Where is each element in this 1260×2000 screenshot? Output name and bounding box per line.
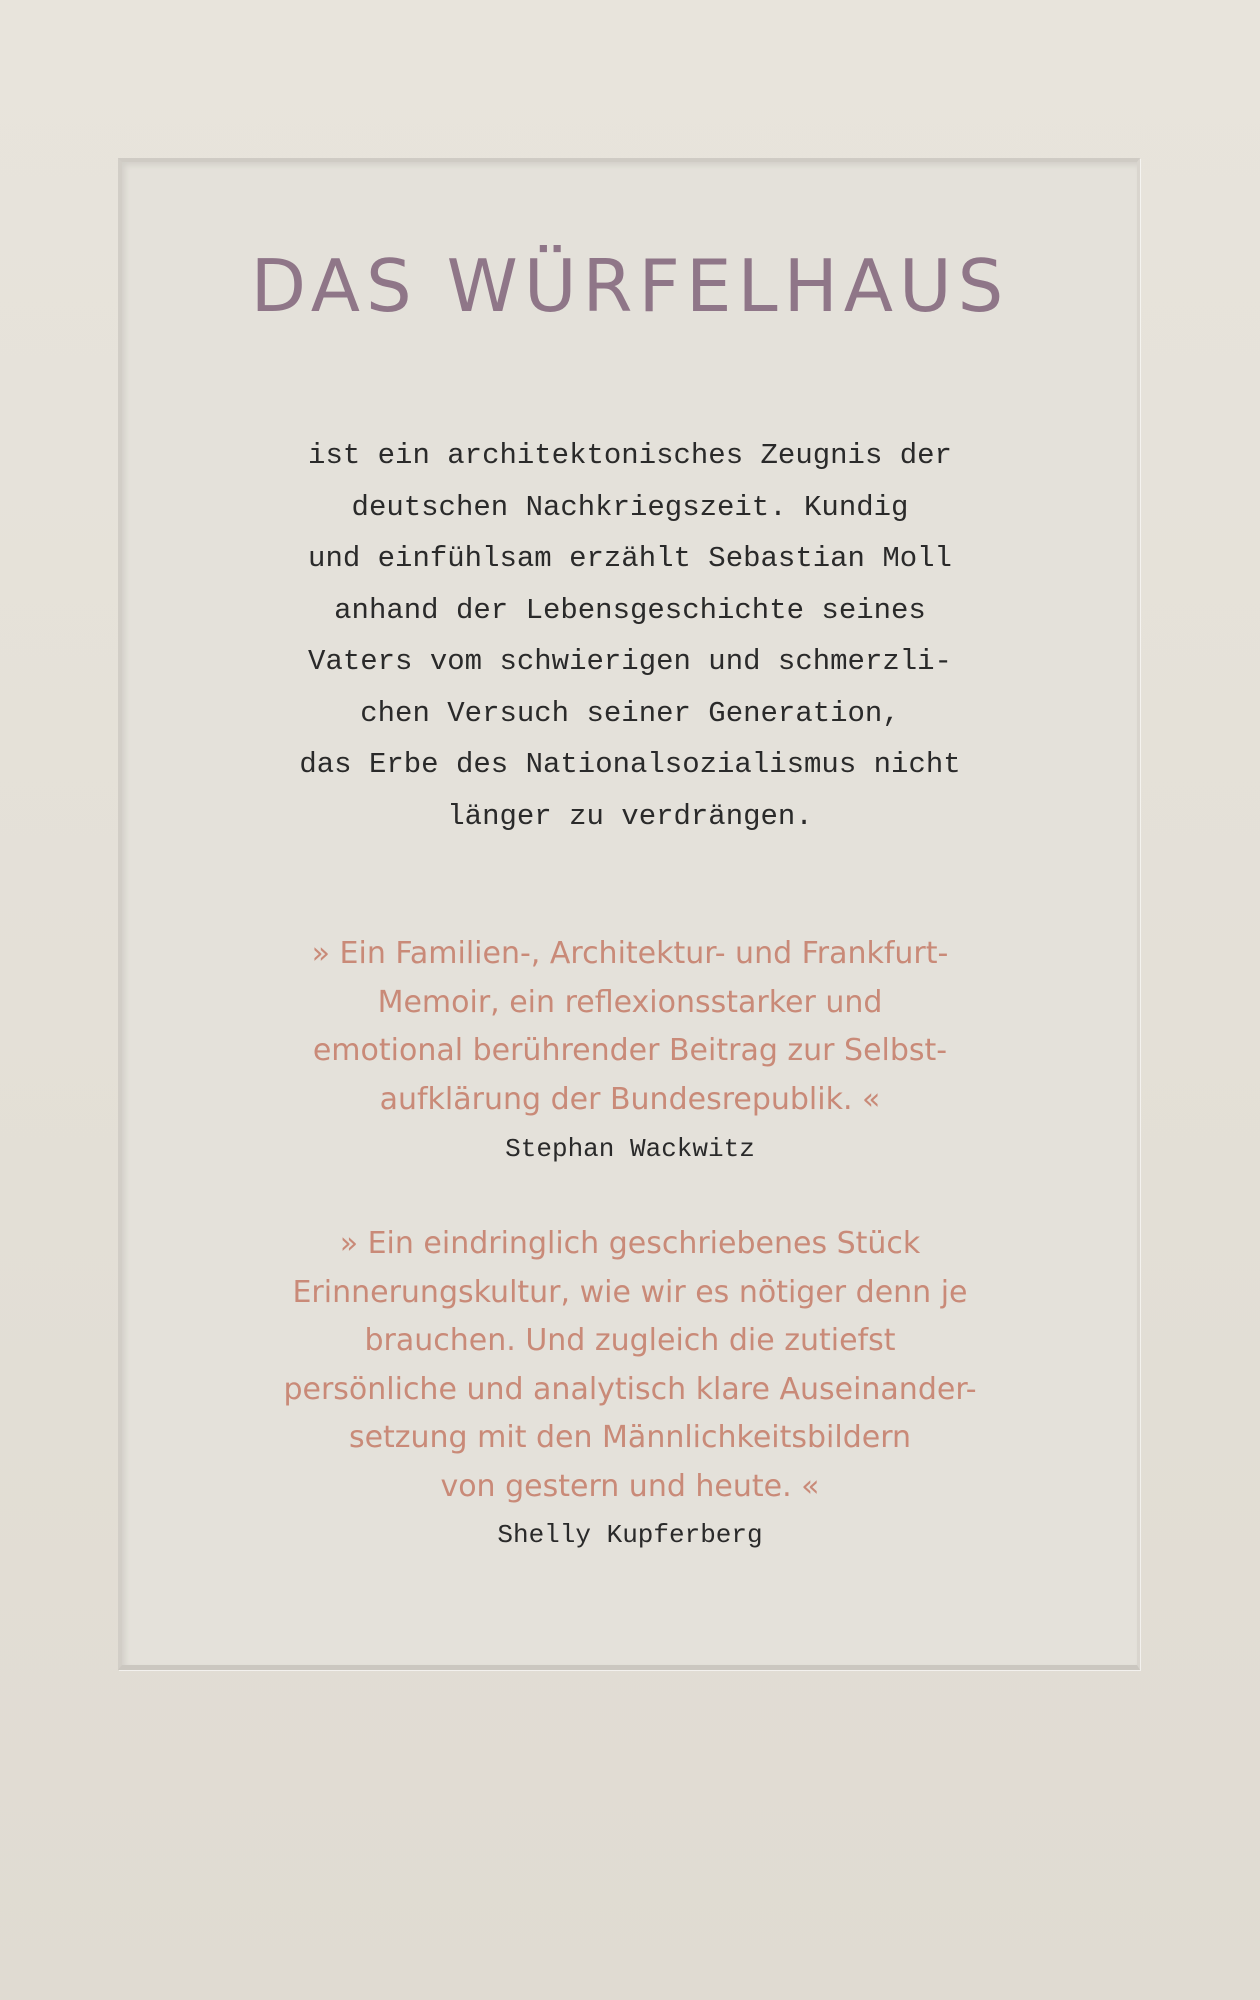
blurb-text	[0, 430, 1260, 842]
blurb-line: und einfühlsam erzählt Sebastian Moll	[308, 542, 952, 575]
blurb-line: deutschen Nachkriegszeit. Kundig	[351, 490, 909, 524]
blurb-line: das Erbe des Nationalsozialismus nicht	[299, 748, 961, 781]
blurb-line: ist ein architektonisches Zeugnis der	[308, 439, 952, 472]
quote-line: Erinnerungskultur, wie wir es nötiger denn je	[292, 1274, 968, 1310]
book-title: DAS WÜRFELHAUS	[250, 244, 1010, 328]
quote-line: » Ein Familien-, Architektur- und Frankfurt-	[311, 936, 949, 971]
quote-line: » Ein eindringlich geschriebenes Stück	[339, 1226, 921, 1261]
blurb-line: anhand der Lebensgeschichte seines	[334, 593, 926, 627]
quote-author-2: Shelly Kupferberg	[497, 1520, 763, 1550]
quote-line: emotional berührender Beitrag zur Selbst-	[312, 1033, 948, 1068]
blurb-line: länger zu verdrängen.	[447, 799, 813, 833]
quote-line: aufklärung der Bundesrepublik. «	[379, 1081, 881, 1117]
blurb-line: chen Versuch seiner Generation,	[360, 696, 900, 730]
quote-line: persönliche und analytisch klare Auseinander-	[283, 1371, 977, 1407]
blurb-line: Vaters vom schwierigen und schmerzli-	[308, 645, 952, 678]
review-quote-2	[0, 1220, 1260, 1511]
quote-line: brauchen. Und zugleich die zutiefst	[364, 1323, 896, 1358]
quote-line: setzung mit den Männlichkeitsbildern	[348, 1420, 912, 1455]
quote-line: von gestern und heute. «	[440, 1468, 820, 1504]
quote-author-1: Stephan Wackwitz	[505, 1134, 755, 1164]
quote-line: Memoir, ein reflexionsstarker und	[377, 984, 883, 1020]
review-quote-1	[0, 930, 1260, 1124]
